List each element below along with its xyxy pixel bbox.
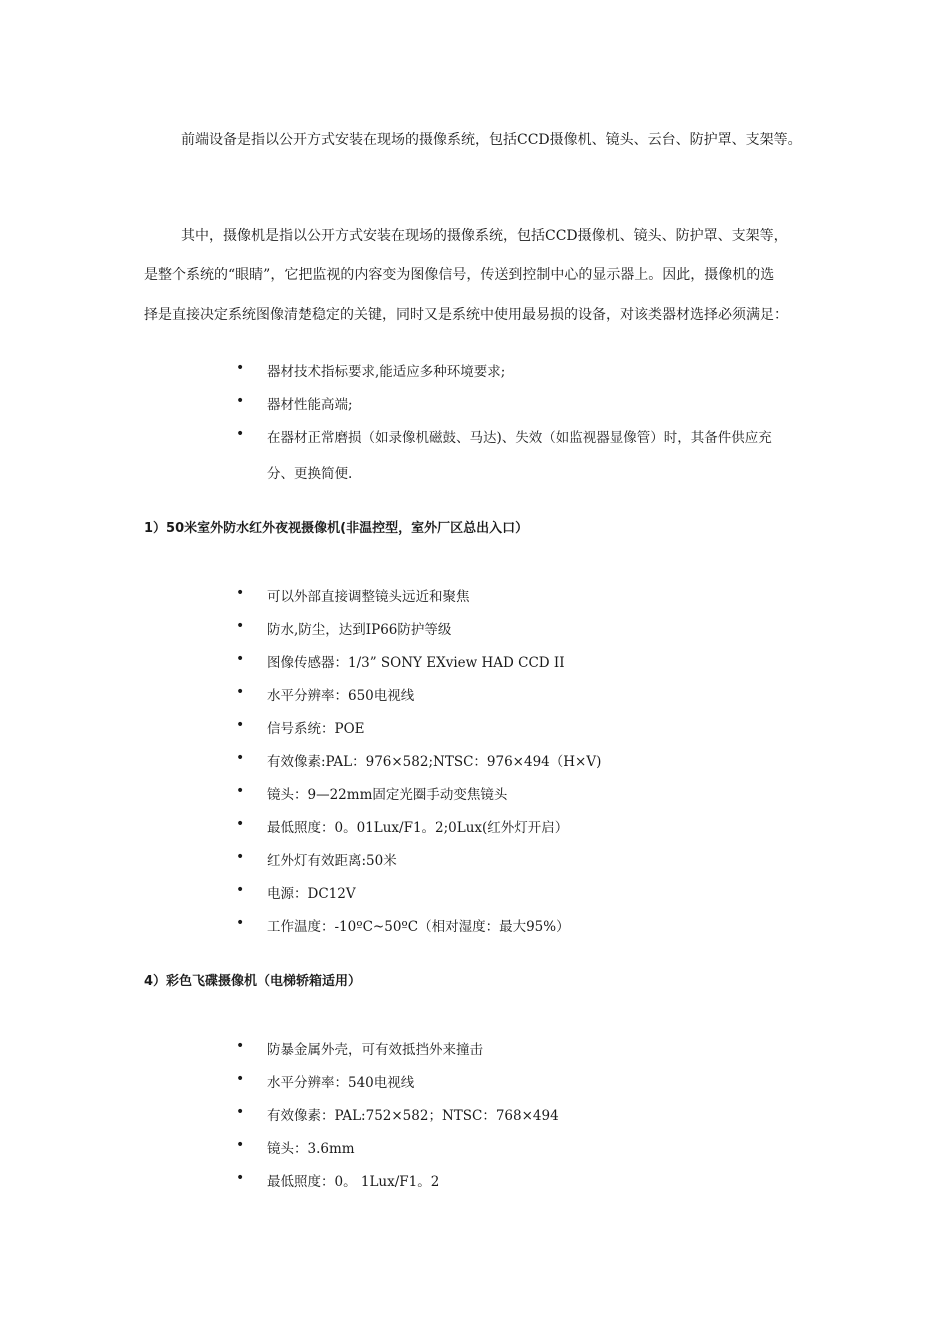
- requirement-text: 器材性能高端;: [267, 397, 353, 413]
- bullet-icon: •: [236, 783, 245, 799]
- bullet-icon: •: [236, 816, 245, 832]
- bullet-icon: •: [236, 915, 245, 931]
- spec-text: 图像传感器：1/3” SONY EXview HAD CCD II: [267, 655, 565, 671]
- bullet-icon: •: [236, 585, 245, 601]
- spec-text: 水平分辨率：650电视线: [267, 688, 415, 704]
- bullet-icon: •: [236, 849, 245, 865]
- bullet-icon: •: [236, 717, 245, 733]
- bullet-icon: •: [236, 618, 245, 634]
- spec-text: 可以外部直接调整镜头远近和聚焦: [267, 589, 470, 605]
- spec-text: 电源：DC12V: [267, 886, 356, 902]
- spec-text: 防暴金属外壳，可有效抵挡外来撞击: [267, 1042, 483, 1058]
- bullet-icon: •: [236, 1071, 245, 1087]
- spec-text: 镜头：3.6mm: [267, 1141, 355, 1157]
- bullet-icon: •: [236, 426, 245, 442]
- spec-text: 有效像素:PAL：976×582;NTSC：976×494（H×V): [267, 754, 602, 770]
- spec-text: 水平分辨率：540电视线: [267, 1075, 415, 1091]
- requirement-text: 在器材正常磨损（如录像机磁鼓、马达)、失效（如监视器显像管）时，其备件供应充: [267, 430, 772, 446]
- intro-paragraph-2-line-3: 择是直接决定系统图像清楚稳定的关键，同时又是系统中使用最易损的设备，对该类器材选择必须满足：: [144, 307, 788, 323]
- intro-paragraph-2-line-1: 其中，摄像机是指以公开方式安装在现场的摄像系统，包括CCD摄像机、镜头、防护罩、支架等，: [181, 228, 788, 244]
- spec-text: 工作温度：-10ºC~50ºC（相对湿度：最大95%）: [267, 919, 570, 935]
- spec-text: 信号系统：POE: [267, 721, 365, 737]
- bullet-icon: •: [236, 651, 245, 667]
- spec-text: 最低照度：0。01Lux/F1。2;0Lux(红外灯开启）: [267, 820, 569, 836]
- section-1-heading: 1）50米室外防水红外夜视摄像机(非温控型，室外厂区总出入口）: [144, 521, 529, 536]
- bullet-icon: •: [236, 1038, 245, 1054]
- spec-text: 有效像素：PAL:752×582；NTSC：768×494: [267, 1108, 559, 1124]
- requirement-text: 器材技术指标要求,能适应多种环境要求;: [267, 364, 506, 380]
- bullet-icon: •: [236, 882, 245, 898]
- spec-text: 最低照度：0。 1Lux/F1。2: [267, 1174, 440, 1190]
- bullet-icon: •: [236, 1104, 245, 1120]
- intro-paragraph-2-line-2: 是整个系统的“眼睛”，它把监视的内容变为图像信号，传送到控制中心的显示器上。因此，摄像机的选: [144, 267, 775, 283]
- bullet-icon: •: [236, 393, 245, 409]
- spec-text: 防水,防尘，达到IP66防护等级: [267, 622, 452, 638]
- bullet-icon: •: [236, 360, 245, 376]
- section-2-heading: 4）彩色飞碟摄像机（电梯轿箱适用）: [144, 974, 362, 989]
- intro-paragraph-1: 前端设备是指以公开方式安装在现场的摄像系统，包括CCD摄像机、镜头、云台、防护罩、支架等。: [181, 132, 802, 148]
- spec-text: 红外灯有效距离:50米: [267, 853, 397, 869]
- bullet-icon: •: [236, 684, 245, 700]
- requirement-text-continued: 分、更换简便.: [267, 466, 353, 482]
- bullet-icon: •: [236, 1137, 245, 1153]
- bullet-icon: •: [236, 1170, 245, 1186]
- spec-text: 镜头：9—22mm固定光圈手动变焦镜头: [267, 787, 508, 803]
- bullet-icon: •: [236, 750, 245, 766]
